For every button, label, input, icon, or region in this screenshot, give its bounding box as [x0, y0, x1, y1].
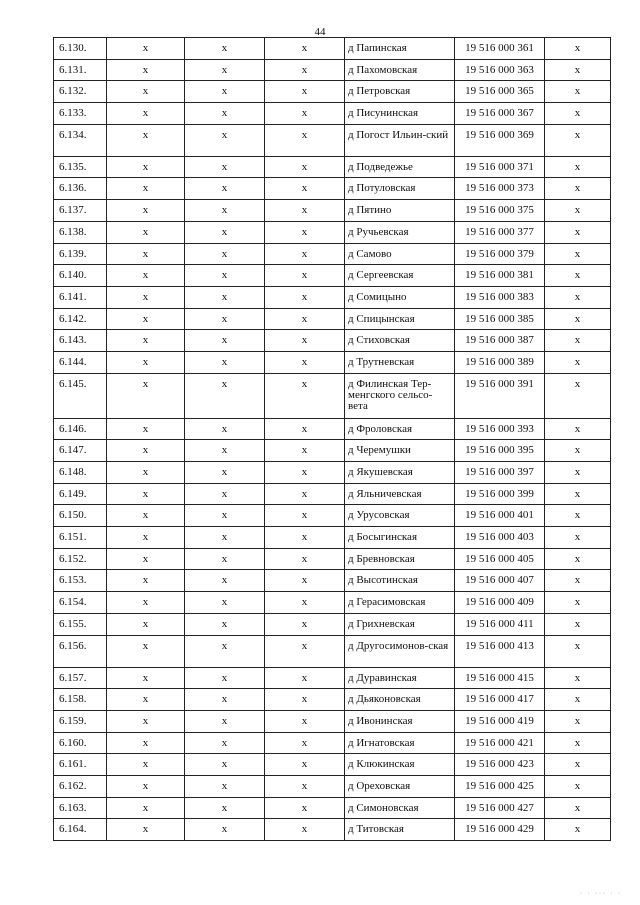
settlement-name: д Яльничевская: [345, 483, 455, 505]
cell-x: х: [265, 754, 345, 776]
oktmo-code: 19 516 000 395: [455, 440, 545, 462]
settlement-name: д Герасимовская: [345, 592, 455, 614]
table-row: [54, 265, 611, 287]
cell-x: х: [265, 505, 345, 527]
settlement-name: д Писунинская: [345, 103, 455, 125]
cell-x: х: [107, 330, 185, 352]
table-row: [54, 483, 611, 505]
cell-x: х: [545, 462, 611, 484]
table-row: [54, 689, 611, 711]
cell-x: х: [545, 548, 611, 570]
table-row: [54, 221, 611, 243]
cell-x: х: [107, 308, 185, 330]
settlement-name: д Папинская: [345, 38, 455, 60]
cell-x: х: [185, 635, 265, 667]
table-row: [54, 418, 611, 440]
cell-x: х: [107, 351, 185, 373]
oktmo-code: 19 516 000 363: [455, 59, 545, 81]
oktmo-code: 19 516 000 377: [455, 221, 545, 243]
cell-x: х: [265, 440, 345, 462]
oktmo-code: 19 516 000 397: [455, 462, 545, 484]
cell-x: х: [265, 775, 345, 797]
oktmo-code: 19 516 000 421: [455, 732, 545, 754]
settlement-name: д Стиховская: [345, 330, 455, 352]
cell-x: х: [265, 59, 345, 81]
oktmo-code: 19 516 000 387: [455, 330, 545, 352]
cell-x: х: [545, 351, 611, 373]
cell-x: х: [185, 440, 265, 462]
cell-x: х: [107, 775, 185, 797]
row-number: 6.150.: [54, 505, 107, 527]
cell-x: х: [265, 732, 345, 754]
page-number: 44: [314, 26, 326, 38]
cell-x: х: [107, 592, 185, 614]
cell-x: х: [185, 548, 265, 570]
row-number: 6.157.: [54, 667, 107, 689]
table-row: [54, 667, 611, 689]
cell-x: х: [185, 156, 265, 178]
settlements-table: [53, 37, 611, 841]
settlement-name: д Петровская: [345, 81, 455, 103]
table-row: [54, 59, 611, 81]
table-row: [54, 308, 611, 330]
oktmo-code: 19 516 000 401: [455, 505, 545, 527]
settlement-name: д Клюкинская: [345, 754, 455, 776]
cell-x: х: [265, 38, 345, 60]
cell-x: х: [107, 689, 185, 711]
row-number: 6.136.: [54, 178, 107, 200]
oktmo-code: 19 516 000 393: [455, 418, 545, 440]
oktmo-code: 19 516 000 417: [455, 689, 545, 711]
settlement-name: д Титовская: [345, 819, 455, 841]
cell-x: х: [265, 156, 345, 178]
row-number: 6.155.: [54, 613, 107, 635]
cell-x: х: [107, 200, 185, 222]
settlement-name: д Сергеевская: [345, 265, 455, 287]
row-number: 6.161.: [54, 754, 107, 776]
row-number: 6.134.: [54, 124, 107, 156]
oktmo-code: 19 516 000 399: [455, 483, 545, 505]
oktmo-code: 19 516 000 425: [455, 775, 545, 797]
cell-x: х: [107, 667, 185, 689]
row-number: 6.159.: [54, 710, 107, 732]
row-number: 6.140.: [54, 265, 107, 287]
row-number: 6.133.: [54, 103, 107, 125]
oktmo-code: 19 516 000 419: [455, 710, 545, 732]
row-number: 6.147.: [54, 440, 107, 462]
cell-x: х: [185, 710, 265, 732]
table-row: [54, 548, 611, 570]
cell-x: х: [185, 330, 265, 352]
cell-x: х: [265, 592, 345, 614]
cell-x: х: [107, 286, 185, 308]
settlement-name: д Погост Ильин-ский: [345, 124, 455, 156]
cell-x: х: [107, 373, 185, 418]
cell-x: х: [107, 548, 185, 570]
settlement-name: д Урусовская: [345, 505, 455, 527]
cell-x: х: [265, 548, 345, 570]
cell-x: х: [107, 462, 185, 484]
row-number: 6.132.: [54, 81, 107, 103]
table-row: [54, 38, 611, 60]
settlement-name: д Самово: [345, 243, 455, 265]
settlement-name: д Якушевская: [345, 462, 455, 484]
cell-x: х: [185, 308, 265, 330]
oktmo-code: 19 516 000 361: [455, 38, 545, 60]
cell-x: х: [265, 243, 345, 265]
row-number: 6.153.: [54, 570, 107, 592]
oktmo-code: 19 516 000 371: [455, 156, 545, 178]
cell-x: х: [265, 527, 345, 549]
cell-x: х: [265, 710, 345, 732]
cell-x: х: [107, 156, 185, 178]
cell-x: х: [265, 308, 345, 330]
cell-x: х: [545, 156, 611, 178]
table-row: [54, 124, 611, 156]
settlement-name: д Сомицыно: [345, 286, 455, 308]
settlement-name: д Грихневская: [345, 613, 455, 635]
settlement-name: д Игнатовская: [345, 732, 455, 754]
cell-x: х: [545, 505, 611, 527]
cell-x: х: [545, 570, 611, 592]
cell-x: х: [265, 613, 345, 635]
oktmo-code: 19 516 000 429: [455, 819, 545, 841]
oktmo-code: 19 516 000 409: [455, 592, 545, 614]
cell-x: х: [107, 505, 185, 527]
cell-x: х: [265, 373, 345, 418]
table-row: [54, 635, 611, 667]
table-row: [54, 286, 611, 308]
cell-x: х: [265, 483, 345, 505]
scan-mark: · · ··· · ·: [580, 891, 622, 897]
cell-x: х: [107, 221, 185, 243]
settlement-name: д Ивонинская: [345, 710, 455, 732]
oktmo-code: 19 516 000 385: [455, 308, 545, 330]
table-row: [54, 440, 611, 462]
row-number: 6.139.: [54, 243, 107, 265]
cell-x: х: [185, 797, 265, 819]
cell-x: х: [545, 265, 611, 287]
table-row: [54, 754, 611, 776]
settlement-name: д Филинская Тер-менгского сельсо-вета: [345, 373, 455, 418]
cell-x: х: [107, 103, 185, 125]
settlement-name: д Бревновская: [345, 548, 455, 570]
cell-x: х: [185, 689, 265, 711]
cell-x: х: [545, 330, 611, 352]
cell-x: х: [107, 243, 185, 265]
cell-x: х: [545, 81, 611, 103]
cell-x: х: [185, 81, 265, 103]
cell-x: х: [107, 38, 185, 60]
cell-x: х: [107, 124, 185, 156]
cell-x: х: [545, 710, 611, 732]
cell-x: х: [107, 570, 185, 592]
cell-x: х: [185, 124, 265, 156]
oktmo-code: 19 516 000 415: [455, 667, 545, 689]
cell-x: х: [545, 221, 611, 243]
cell-x: х: [107, 732, 185, 754]
settlement-name: д Пахомовская: [345, 59, 455, 81]
table-row: [54, 351, 611, 373]
row-number: 6.163.: [54, 797, 107, 819]
cell-x: х: [107, 613, 185, 635]
oktmo-code: 19 516 000 375: [455, 200, 545, 222]
cell-x: х: [265, 330, 345, 352]
cell-x: х: [545, 819, 611, 841]
cell-x: х: [545, 667, 611, 689]
cell-x: х: [185, 613, 265, 635]
cell-x: х: [265, 265, 345, 287]
table-row: [54, 81, 611, 103]
row-number: 6.138.: [54, 221, 107, 243]
cell-x: х: [265, 221, 345, 243]
cell-x: х: [107, 754, 185, 776]
cell-x: х: [107, 797, 185, 819]
settlement-name: д Спицынская: [345, 308, 455, 330]
oktmo-code: 19 516 000 413: [455, 635, 545, 667]
settlement-name: д Ореховская: [345, 775, 455, 797]
row-number: 6.156.: [54, 635, 107, 667]
table-row: [54, 732, 611, 754]
cell-x: х: [107, 635, 185, 667]
cell-x: х: [545, 732, 611, 754]
row-number: 6.141.: [54, 286, 107, 308]
cell-x: х: [545, 483, 611, 505]
oktmo-code: 19 516 000 381: [455, 265, 545, 287]
cell-x: х: [545, 59, 611, 81]
cell-x: х: [185, 265, 265, 287]
cell-x: х: [185, 373, 265, 418]
cell-x: х: [107, 81, 185, 103]
cell-x: х: [185, 505, 265, 527]
settlement-name: д Подведежье: [345, 156, 455, 178]
oktmo-code: 19 516 000 391: [455, 373, 545, 418]
cell-x: х: [185, 754, 265, 776]
oktmo-code: 19 516 000 389: [455, 351, 545, 373]
cell-x: х: [185, 592, 265, 614]
table-row: [54, 775, 611, 797]
settlement-name: д Симоновская: [345, 797, 455, 819]
cell-x: х: [185, 570, 265, 592]
cell-x: х: [185, 38, 265, 60]
row-number: 6.137.: [54, 200, 107, 222]
table-row: [54, 103, 611, 125]
cell-x: х: [545, 754, 611, 776]
table-row: [54, 200, 611, 222]
cell-x: х: [265, 570, 345, 592]
row-number: 6.142.: [54, 308, 107, 330]
cell-x: х: [185, 243, 265, 265]
cell-x: х: [107, 265, 185, 287]
cell-x: х: [265, 200, 345, 222]
cell-x: х: [185, 418, 265, 440]
cell-x: х: [545, 103, 611, 125]
settlement-name: д Босыгинская: [345, 527, 455, 549]
settlement-name: д Ручьевская: [345, 221, 455, 243]
row-number: 6.149.: [54, 483, 107, 505]
cell-x: х: [545, 200, 611, 222]
cell-x: х: [185, 527, 265, 549]
row-number: 6.143.: [54, 330, 107, 352]
cell-x: х: [545, 613, 611, 635]
cell-x: х: [545, 38, 611, 60]
cell-x: х: [265, 351, 345, 373]
cell-x: х: [545, 689, 611, 711]
settlement-name: д Фроловская: [345, 418, 455, 440]
table-row: [54, 462, 611, 484]
oktmo-code: 19 516 000 367: [455, 103, 545, 125]
oktmo-code: 19 516 000 379: [455, 243, 545, 265]
oktmo-code: 19 516 000 405: [455, 548, 545, 570]
oktmo-code: 19 516 000 365: [455, 81, 545, 103]
cell-x: х: [185, 103, 265, 125]
cell-x: х: [265, 462, 345, 484]
row-number: 6.131.: [54, 59, 107, 81]
cell-x: х: [545, 440, 611, 462]
table-body: [54, 38, 611, 841]
cell-x: х: [107, 178, 185, 200]
row-number: 6.145.: [54, 373, 107, 418]
row-number: 6.162.: [54, 775, 107, 797]
cell-x: х: [265, 124, 345, 156]
settlement-name: д Трутневская: [345, 351, 455, 373]
table-row: [54, 819, 611, 841]
cell-x: х: [545, 286, 611, 308]
cell-x: х: [545, 775, 611, 797]
table-row: [54, 373, 611, 418]
table-row: [54, 243, 611, 265]
cell-x: х: [185, 819, 265, 841]
cell-x: х: [545, 592, 611, 614]
cell-x: х: [185, 286, 265, 308]
cell-x: х: [185, 178, 265, 200]
table-row: [54, 613, 611, 635]
cell-x: х: [265, 178, 345, 200]
row-number: 6.152.: [54, 548, 107, 570]
cell-x: х: [185, 200, 265, 222]
cell-x: х: [185, 732, 265, 754]
table-row: [54, 505, 611, 527]
cell-x: х: [185, 462, 265, 484]
cell-x: х: [107, 710, 185, 732]
cell-x: х: [107, 440, 185, 462]
row-number: 6.154.: [54, 592, 107, 614]
cell-x: х: [265, 667, 345, 689]
row-number: 6.144.: [54, 351, 107, 373]
cell-x: х: [265, 418, 345, 440]
settlement-name: д Дуравинская: [345, 667, 455, 689]
table-row: [54, 527, 611, 549]
oktmo-code: 19 516 000 403: [455, 527, 545, 549]
cell-x: х: [185, 483, 265, 505]
cell-x: х: [185, 775, 265, 797]
cell-x: х: [265, 635, 345, 667]
cell-x: х: [265, 81, 345, 103]
table-row: [54, 592, 611, 614]
oktmo-code: 19 516 000 423: [455, 754, 545, 776]
cell-x: х: [545, 797, 611, 819]
cell-x: х: [107, 819, 185, 841]
cell-x: х: [265, 689, 345, 711]
row-number: 6.160.: [54, 732, 107, 754]
cell-x: х: [265, 103, 345, 125]
cell-x: х: [185, 667, 265, 689]
table-row: [54, 570, 611, 592]
cell-x: х: [545, 178, 611, 200]
row-number: 6.158.: [54, 689, 107, 711]
settlement-name: д Черемушки: [345, 440, 455, 462]
cell-x: х: [545, 243, 611, 265]
oktmo-code: 19 516 000 407: [455, 570, 545, 592]
oktmo-code: 19 516 000 373: [455, 178, 545, 200]
settlement-name: д Высотинская: [345, 570, 455, 592]
cell-x: х: [265, 797, 345, 819]
cell-x: х: [265, 819, 345, 841]
row-number: 6.164.: [54, 819, 107, 841]
cell-x: х: [545, 373, 611, 418]
settlement-name: д Потуловская: [345, 178, 455, 200]
table-row: [54, 178, 611, 200]
settlement-name: д Пятино: [345, 200, 455, 222]
cell-x: х: [545, 635, 611, 667]
cell-x: х: [107, 59, 185, 81]
settlement-name: д Другосимонов-ская: [345, 635, 455, 667]
cell-x: х: [545, 124, 611, 156]
cell-x: х: [265, 286, 345, 308]
row-number: 6.146.: [54, 418, 107, 440]
cell-x: х: [545, 308, 611, 330]
cell-x: х: [107, 483, 185, 505]
table-row: [54, 330, 611, 352]
oktmo-code: 19 516 000 383: [455, 286, 545, 308]
oktmo-code: 19 516 000 427: [455, 797, 545, 819]
table-row: [54, 710, 611, 732]
cell-x: х: [107, 418, 185, 440]
cell-x: х: [545, 527, 611, 549]
row-number: 6.135.: [54, 156, 107, 178]
row-number: 6.130.: [54, 38, 107, 60]
row-number: 6.148.: [54, 462, 107, 484]
cell-x: х: [185, 221, 265, 243]
table-row: [54, 156, 611, 178]
cell-x: х: [545, 418, 611, 440]
row-number: 6.151.: [54, 527, 107, 549]
cell-x: х: [107, 527, 185, 549]
table-row: [54, 797, 611, 819]
settlement-name: д Дьяконовская: [345, 689, 455, 711]
oktmo-code: 19 516 000 369: [455, 124, 545, 156]
cell-x: х: [185, 59, 265, 81]
cell-x: х: [185, 351, 265, 373]
oktmo-code: 19 516 000 411: [455, 613, 545, 635]
